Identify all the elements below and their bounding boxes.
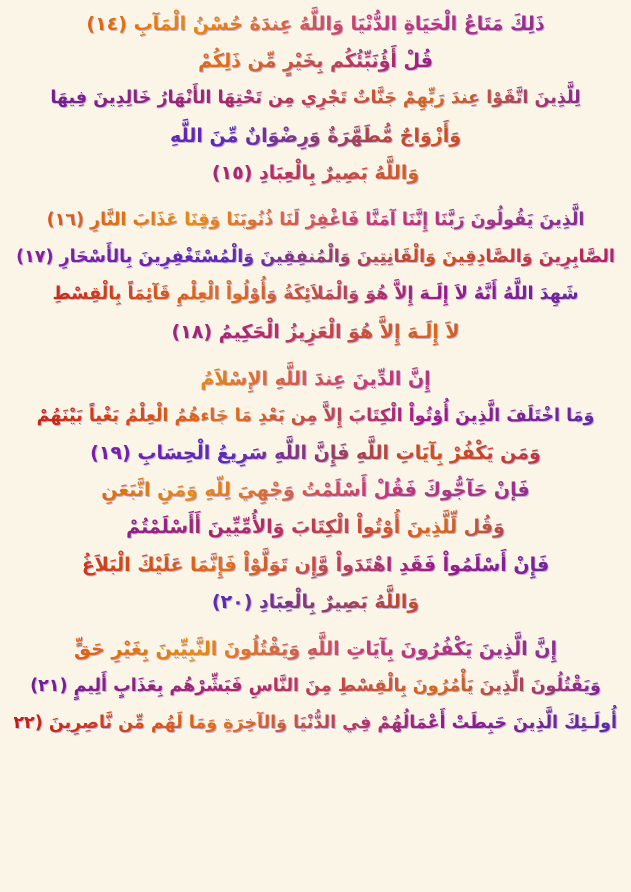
verse-line-10: إِنَّ الدِّينَ عِندَ اللَّهِ الإِسْلاَمُ [14,361,617,398]
verse-line-14: وَقُل لِّلَّذِينَ أُوْتُواْ الْكِتَابَ وَالأُمِّيِّينَ أَأَسْلَمْتُمْ [14,509,617,546]
verse-line-7: الصَّابِرِينَ وَالصَّادِقِينَ وَالْقَانِتِينَ وَالْمُنفِقِينَ وَالْمُسْتَغْفِرِينَ بِالأَسْحَارِ (١٧) [14,239,617,276]
verse-line-12: وَمَن يَكْفُرْ بِآيَاتِ اللَّهِ فَإِنَّ اللَّهِ سَرِيعُ الْحِسَابِ (١٩) [14,435,617,472]
verse-line-11: وَمَا اخْتَلَفَ الَّذِينَ أُوْتُواْ الْكِتَابَ إِلاَّ مِن بَعْدِ مَا جَاءهُمُ الْعِلْمُ بَغْياً بَيْنَهُمْ [14,398,617,435]
verse-line-16: وَاللَّهُ بَصِيرٌ بِالْعِبَادِ (٢٠) [14,584,617,621]
verse-line-6: الَّذِينَ يَقُولُونَ رَبَّنَا إِنَّنَا آمَنَّا فَاغْفِرْ لَنَا ذُنُوبَنَا وَقِنَا عَذَابَ النَّارِ (١٦) [14,202,617,239]
verse-line-1: ذَلِكَ مَتَاعُ الْحَيَاةِ الدُّنْيَا وَاللَّهُ عِندَهُ حُسْنُ الْمَآبِ (١٤) [14,6,617,43]
section-gap-2 [14,351,617,361]
verse-line-15: فَإِنْ أَسْلَمُواْ فَقَدِ اهْتَدَواْ وَّإِن تَوَلَّوْاْ فَإِنَّمَا عَلَيْكَ الْبَلاَغُ [14,547,617,584]
verse-line-2: قُلْ أَؤُنَبِّئُكُم بِخَيْرٍ مِّن ذَلِكُمْ [14,43,617,80]
verse-line-17: إِنَّ الَّذِينَ يَكْفُرُونَ بِآيَاتِ اللَّهِ وَيَقْتُلُونَ النَّبِيِّينَ بِغَيْرِ حَقٍّ [14,631,617,668]
verse-line-4: وَأَزْوَاجٌ مُّطَهَّرَةٌ وَرِضْوَانٌ مِّنَ اللَّهِ [14,118,617,155]
verse-line-8: شَهِدَ اللَّهُ أَنَّهُ لاَ إِلَـهَ إِلاَّ هُوَ وَالْمَلاَئِكَةُ وَأُوْلُواْ الْعِلْمِ قَآئِمَاً بِالْقِسْطِ [14,276,617,313]
section-gap-3 [14,621,617,631]
verse-line-19: أُولَـئِكَ الَّذِينَ حَبِطَتْ أَعْمَالُهُمْ فِي الدُّنْيَا وَالآخِرَةِ وَمَا لَهُم مِّن نَّاصِرِينَ (٢٢) [14,705,617,742]
verse-line-9: لاَ إِلَـهَ إِلاَّ هُوَ الْعَزِيزُ الْحَكِيمُ (١٨) [14,314,617,351]
verse-line-13: فَإنْ حَآجُّوكَ فَقُلْ أَسْلَمْتُ وَجْهِيَ لِلّهِ وَمَنِ اتَّبَعَنِ [14,472,617,509]
verse-line-5: وَاللَّهُ بَصِيرٌ بِالْعِبَادِ (١٥) [14,155,617,192]
verse-line-18: وَيَقْتُلُونَ الِّذِينَ يَأْمُرُونَ بِالْقِسْطِ مِنَ النَّاسِ فَبَشِّرْهُم بِعَذَابٍ أَلِيمٍ (٢١) [14,668,617,705]
verse-line-3: لِلَّذِينَ اتَّقَوْا عِندَ رَبِّهِمْ جَنَّاتٌ تَجْرِي مِن تَحْتِهَا الأَنْهَارُ خَالِدِينَ فِيهَا [14,80,617,117]
section-gap-1 [14,192,617,202]
